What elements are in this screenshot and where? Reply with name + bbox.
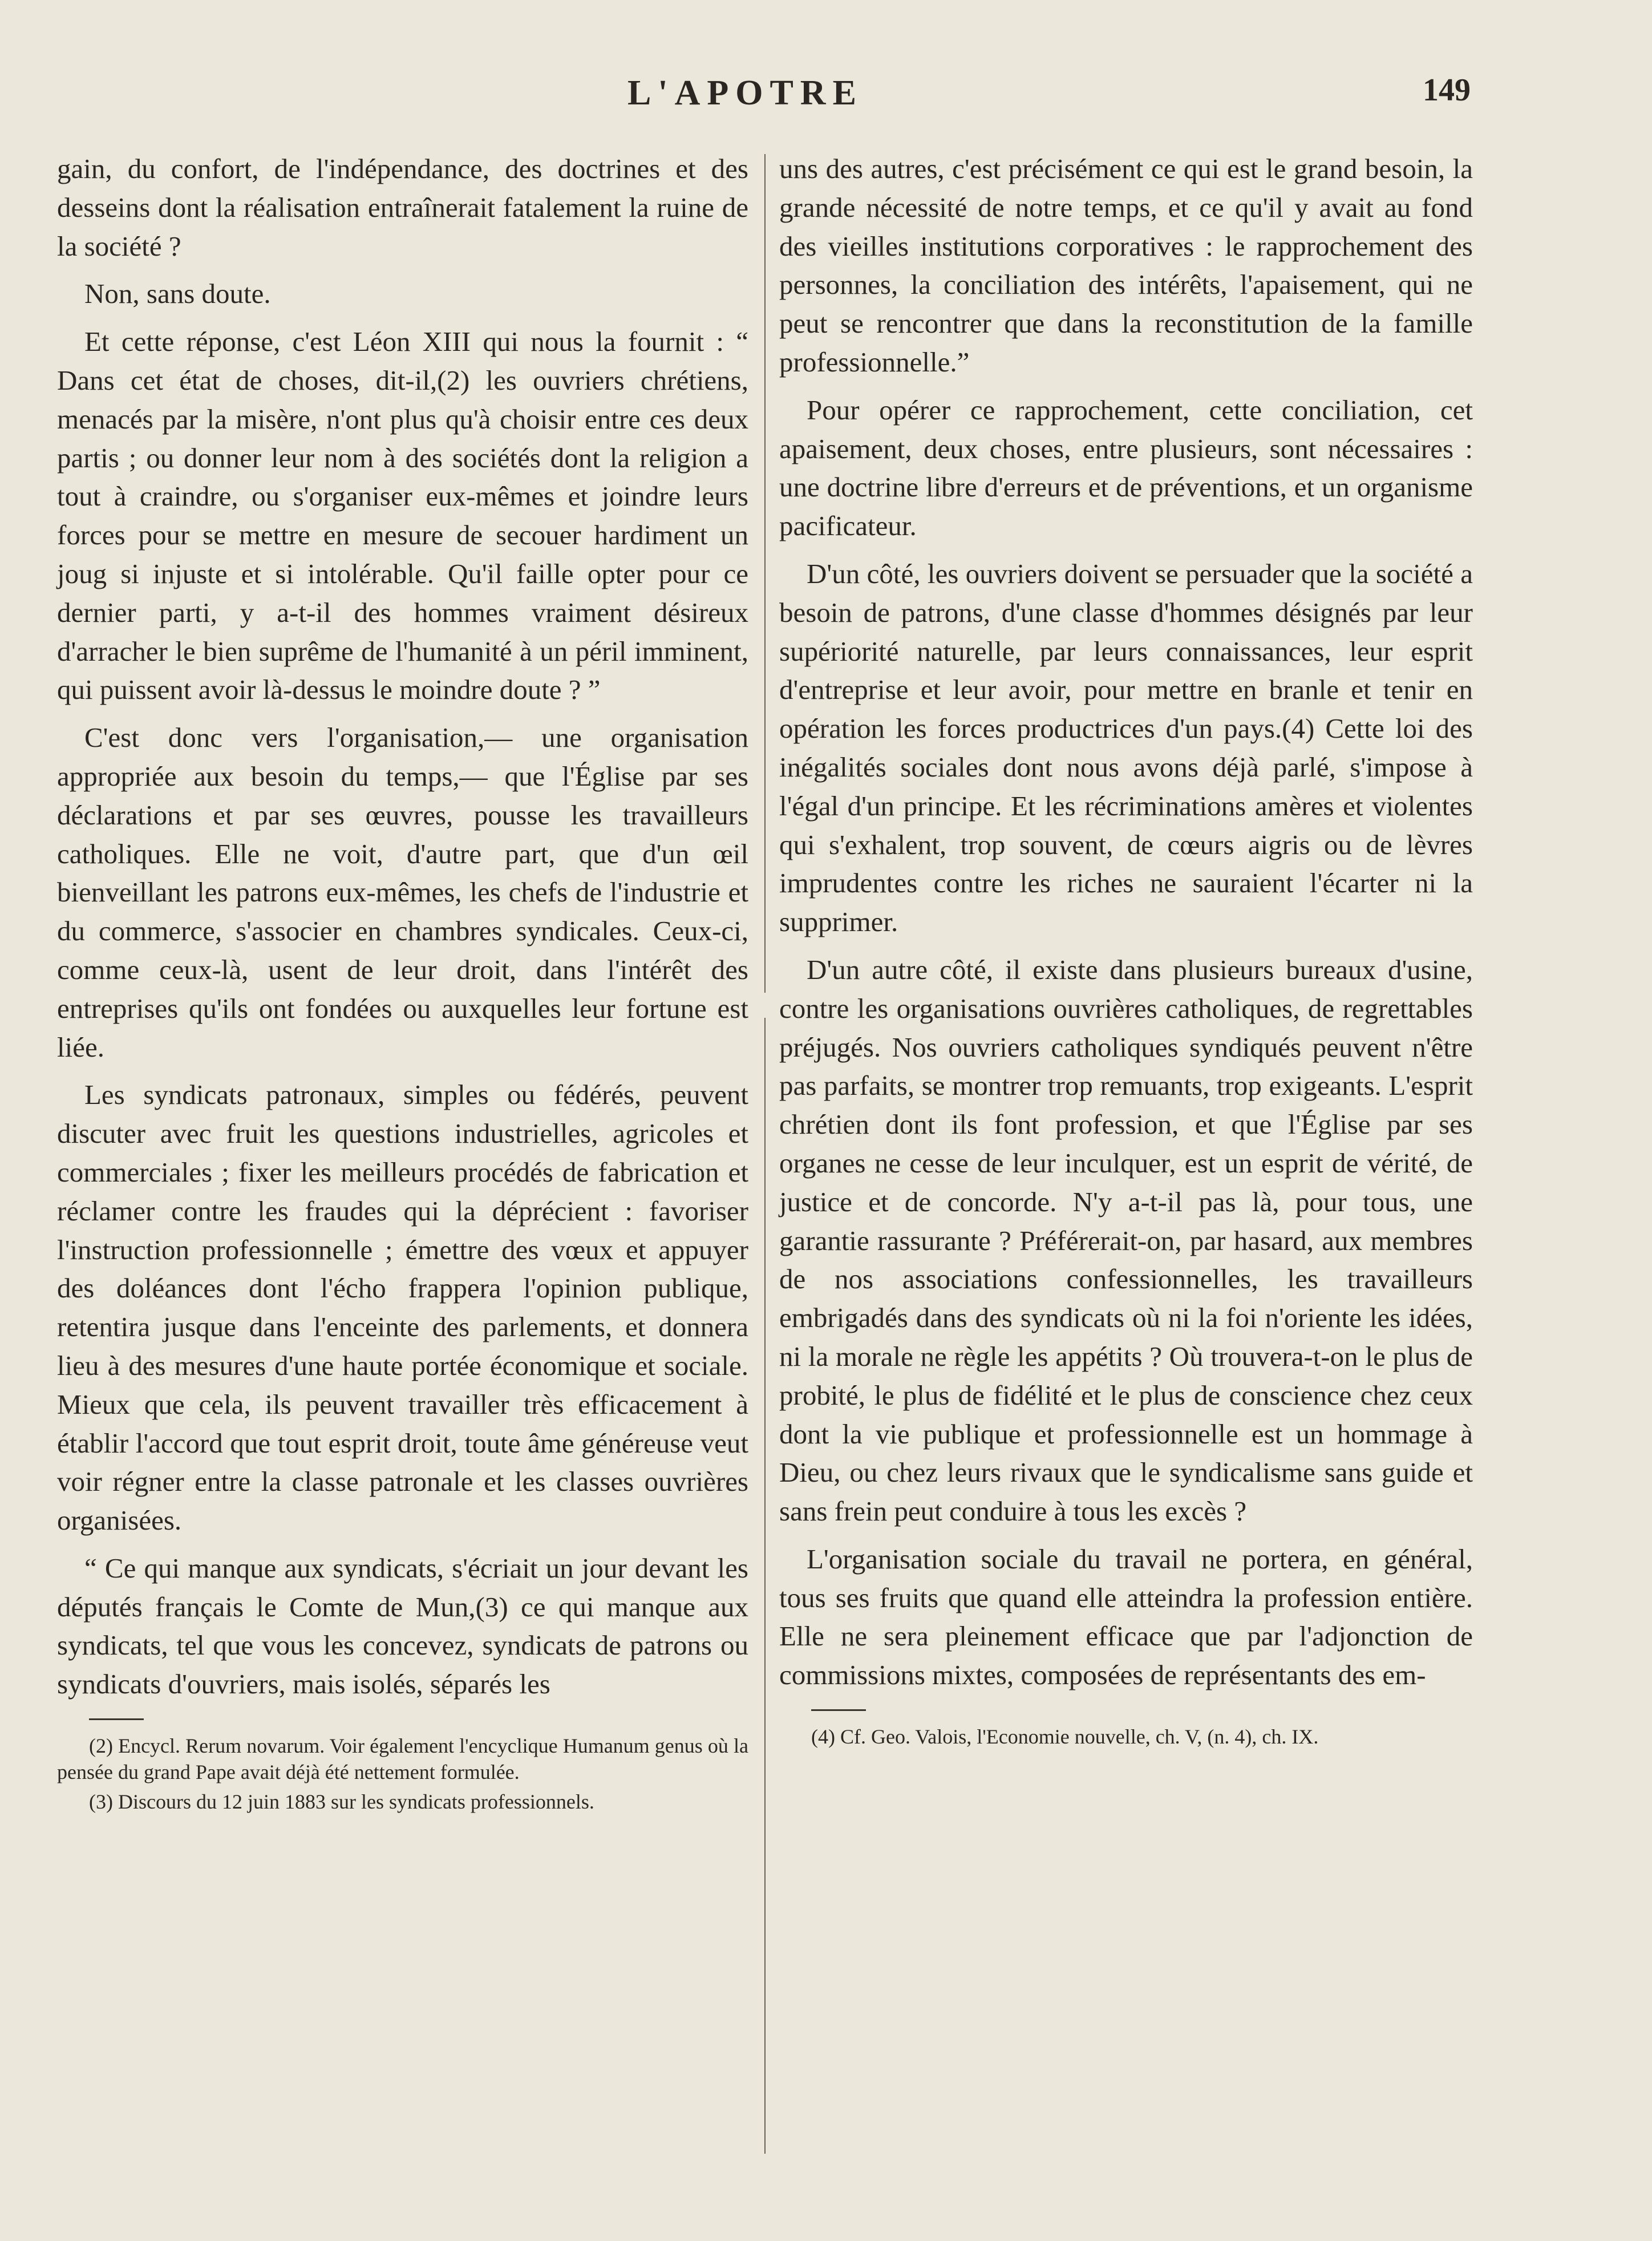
paragraph: Non, sans doute. [84,278,271,310]
paragraph: Les syndicats patronaux, simples ou fédérés, peuvent discuter avec fruit les questions industrielles, agricoles et commerciales ; fixer les meilleurs procédés de fabrication et réclamer contre les fraudes qui la déprécient : favoriser l'instruction professionnelle ; émettre des vœux et appuyer des doléances dont l'écho frappera l'opinion publique, retentira jusque dans l'enceinte des parlements, et donnera lieu à des mesures d'une haute portée économique et sociale. Mieux que cela, ils peuvent travailler très efficacement à établir l'accord que tout esprit droit, toute âme généreuse veut voir régner entre la classe patronale et les classes ouvrières organisées. [57,1079,748,1536]
column-divider [764,154,766,2154]
footnote: (3) Discours du 12 juin 1883 sur les syndicats professionnels. [89,1790,594,1814]
footnote: (4) Cf. Geo. Valois, l'Economie nouvelle, ch. V, (n. 4), ch. IX. [811,1725,1319,1749]
right-column [779,149,1473,1753]
page-number: 149 [1423,72,1471,108]
paragraph: D'un côté, les ouvriers doivent se persuader que la société a besoin de patrons, d'une classe d'hommes désignés par leur supériorité naturelle, par leurs connaissances, leur esprit d'entreprise et leur avoir, pour mettre en branle et tenir en opération les forces productrices d'un pays.(4) Cette loi des inégalités sociales dont nous avons déjà parlé, s'impose à l'égal d'un principe. Et les récriminations amères et violentes qui s'exhalent, trop souvent, de cœurs aigris ou de lèvres imprudentes contre les riches ne sauraient l'écarter ni la supprimer. [779,557,1473,938]
paragraph: “ Ce qui manque aux syndicats, s'écriait un jour devant les députés français le Comte de Mun,(3) ce qui manque aux syndicats, tel que vous les concevez, syndicats de patrons ou syndicats d'ouvriers, mais isolés, séparés les [57,1552,748,1700]
footnote: (2) Encycl. Rerum novarum. Voir également l'encyclique Humanum genus où la pensée du grand Pape avait déjà été nettement formulée. [57,1734,748,1784]
footnote-rule [89,1718,144,1720]
footnote-rule [811,1709,866,1711]
paragraph: Et cette réponse, c'est Léon XIII qui nous la fournit : “ Dans cet état de choses, dit-il,(2) les ouvriers chrétiens, menacés par la misère, n'ont plus qu'à choisir entre ces deux partis ; ou donner leur nom à des sociétés dont la religion a tout à craindre, ou s'organiser eux-mêmes et joindre leurs forces pour se mettre en mesure de secouer hardiment un joug si injuste et si intolérable. Qu'il faille opter pour ce dernier parti, y a-t-il des hommes vraiment désireux d'arracher le bien suprême de l'humanité à un péril imminent, qui puissent avoir là-dessus le moindre doute ? ” [57,326,748,706]
paragraph: C'est donc vers l'organisation,— une organisation appropriée aux besoin du temps,— que l'Église par ses déclarations et par ses œuvres, pousse les travailleurs catholiques. Elle ne voit, d'autre part, que d'un œil bienveillant les patrons eux-mêmes, les chefs de l'industrie et du commerce, s'associer en chambres syndicales. Ceux-ci, comme ceux-là, usent de leur droit, dans l'intérêt des entreprises qu'ils ont fondées ou auxquelles leur fortune est liée. [57,722,748,1063]
paragraph: L'organisation sociale du travail ne portera, en général, tous ses fruits que quand elle atteindra la profession entière. Elle ne sera pleinement efficace que par l'adjonction de commissions mixtes, composées de représentants des em- [779,1543,1473,1691]
left-column [57,149,748,1818]
paragraph: uns des autres, c'est précisément ce qui est le grand besoin, la grande nécessité de notre temps, et ce qu'il y avait au fond des vieilles institutions corporatives : le rapprochement des personnes, la conciliation des intérêts, l'apaisement, qui ne peut se rencontrer que dans la reconstitution de la famille professionnelle.” [779,153,1473,378]
column-divider-gap [762,993,768,1018]
paragraph: gain, du confort, de l'indépendance, des doctrines et des desseins dont la réalisation entraînerait fatalement la ruine de la société ? [57,153,748,262]
paragraph: D'un autre côté, il existe dans plusieurs bureaux d'usine, contre les organisations ouvrières catholiques, de regrettables préjugés. Nos ouvriers catholiques syndiqués peuvent n'être pas parfaits, se montrer trop remuants, trop exigeants. L'esprit chrétien dont ils font profession, et que l'Église par ses organes ne cesse de leur inculquer, est un esprit de vérité, de justice et de concorde. N'y a-t-il pas là, pour tous, une garantie rassurante ? Préférerait-on, par hasard, aux membres de nos associations confessionnelles, les travailleurs embrigadés dans des syndicats où ni la foi n'oriente les idées, ni la morale ne règle les appétits ? Où trouvera-t-on le plus de probité, le plus de fidélité et le plus de conscience chez ceux dont la vie publique et professionnelle est un hommage à Dieu, ou chez leurs rivaux que le syndicalisme sans guide et sans frein peut conduire à tous les excès ? [779,953,1473,1527]
running-title: L'APOTRE [627,74,863,112]
paragraph: Pour opérer ce rapprochement, cette conciliation, cet apaisement, deux choses, entre plusieurs, sont nécessaires : une doctrine libre d'erreurs et de préventions, et un organisme pacificateur. [779,394,1473,542]
